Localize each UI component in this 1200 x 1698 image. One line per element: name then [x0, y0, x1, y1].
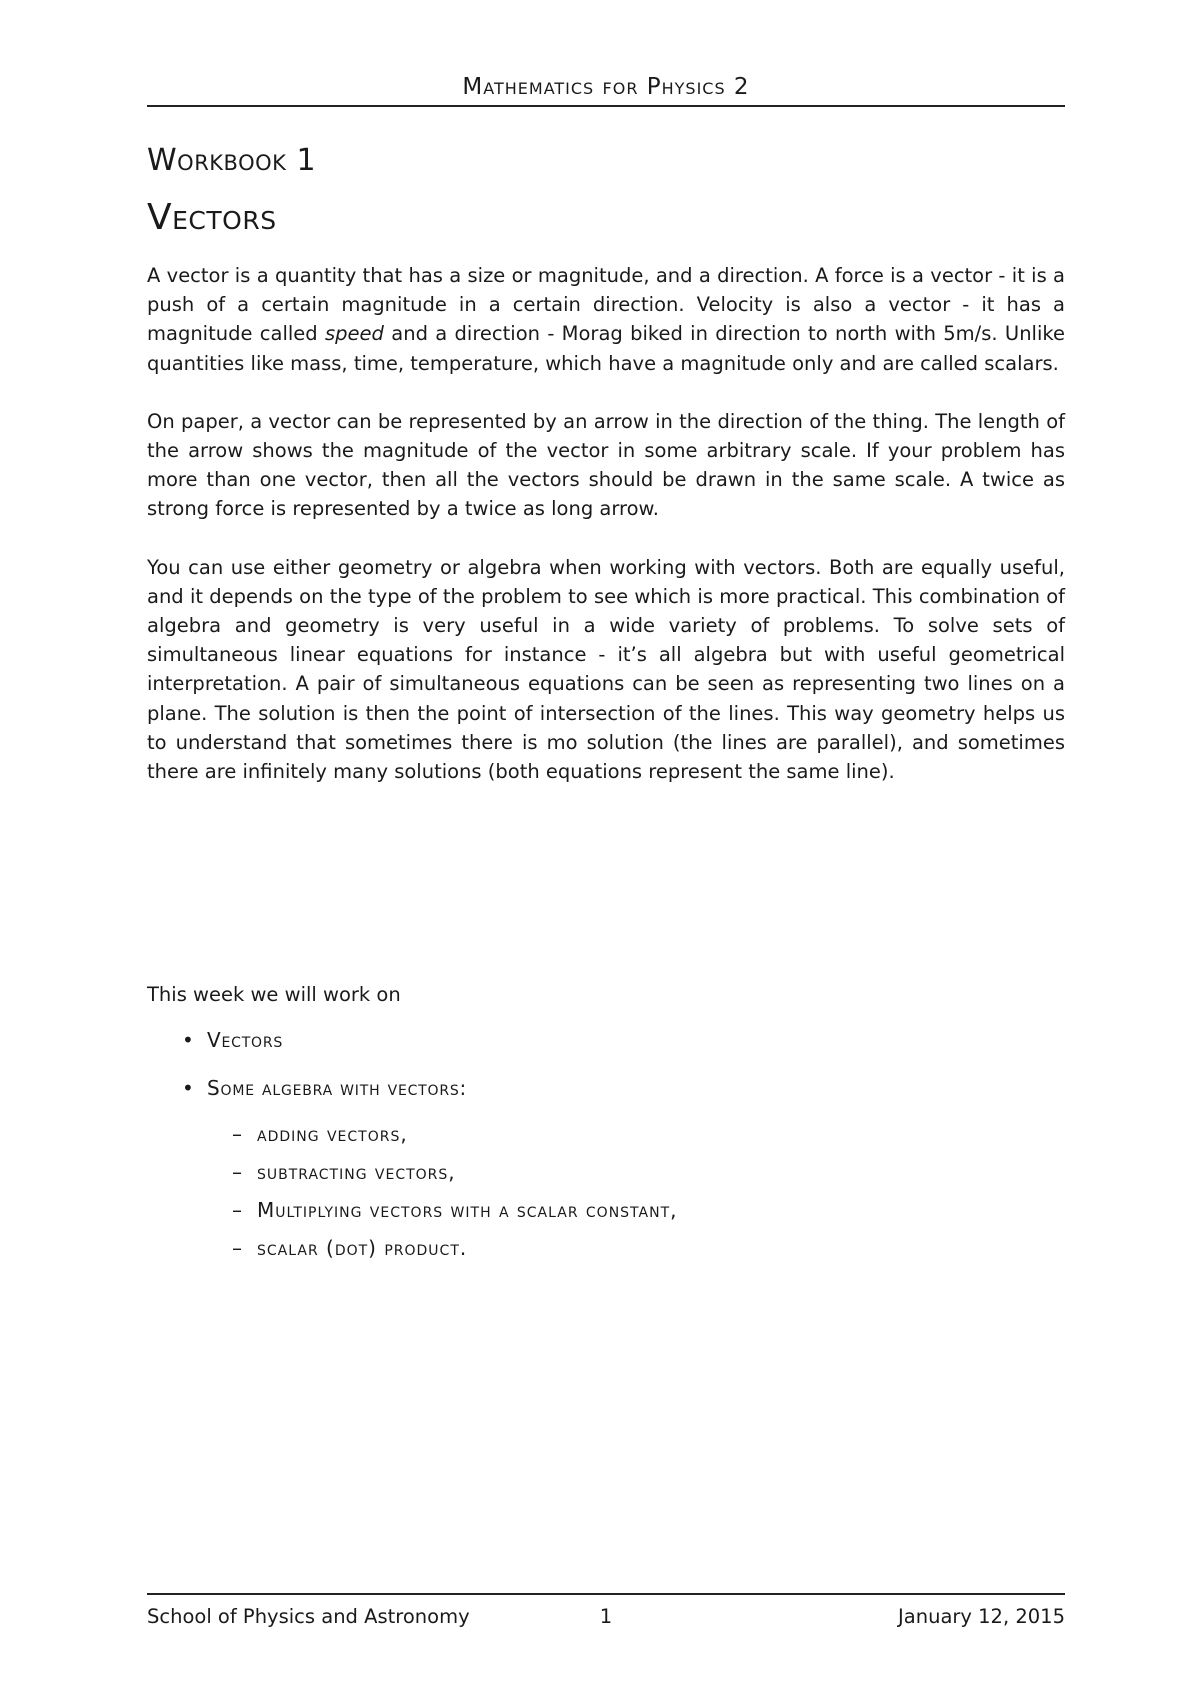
subtopic-item [207, 1160, 1065, 1184]
topic-label: Vectors [207, 1028, 284, 1052]
paragraph-vector-representation: On paper, a vector can be represented by an arrow in the direction of the thing. The length of the arrow shows the magnitude of the vector in some arbitrary scale. If your problem has more than one vector, then all the vectors should be drawn in the same scale. A twice as strong force is represented by a twice as long arrow. [147, 409, 1065, 521]
header-rule [147, 105, 1065, 107]
subtopic-item [207, 1122, 1065, 1146]
dash-icon: – [232, 1160, 243, 1184]
footer-rule [147, 1593, 1065, 1595]
section-title: Vectors [147, 197, 277, 238]
topic-item [147, 1076, 1065, 1260]
dash-icon: – [232, 1122, 243, 1146]
subtopic-list [207, 1122, 1065, 1260]
footer-date: January 12, 2015 [898, 1605, 1065, 1628]
subtopic-item [207, 1236, 1065, 1260]
subtopic-label: subtracting vectors, [257, 1160, 456, 1184]
paragraph-vector-definition [147, 261, 1065, 378]
paragraph-1-text-b: and a direction - Morag biked in direction to north with 5m/s. Unlike quantities like mass, time, temperature, which have a magnitude only and are called scalars. [147, 322, 1065, 375]
week-intro: This week we will work on [147, 983, 401, 1006]
footer-page-number: 1 [599, 1605, 613, 1628]
footer-school: School of Physics and Astronomy [147, 1605, 470, 1628]
dash-icon: – [232, 1198, 243, 1222]
bullet-icon: • [182, 1028, 195, 1052]
topic-list [147, 1028, 1065, 1284]
body-text [147, 261, 1065, 815]
paragraph-1-text-a: A vector is a quantity that has a size or magnitude, and a direction. A force is a vector - it is a push of a certain magnitude in a certain direction. Velocity is also a vector - it has a magnitude called [147, 264, 1065, 346]
dash-icon: – [232, 1236, 243, 1260]
subtopic-label: scalar (dot) product. [257, 1236, 468, 1260]
bullet-icon: • [182, 1076, 195, 1100]
subtopic-label: Multiplying vectors with a scalar constant, [257, 1198, 678, 1222]
workbook-title: Workbook 1 [147, 143, 317, 178]
subtopic-item [207, 1198, 1065, 1222]
topic-label: Some algebra with vectors: [207, 1076, 468, 1100]
emphasis-speed: speed [325, 322, 384, 346]
running-header: Mathematics for Physics 2 [462, 74, 750, 100]
subtopic-label: adding vectors, [257, 1122, 408, 1146]
topic-item [147, 1028, 1065, 1052]
paragraph-geometry-algebra: You can use either geometry or algebra when working with vectors. Both are equally useful, and it depends on the type of the problem to see which is more practical. This combination of algebra and geometry is very useful in a wide variety of problems. To solve sets of simultaneous linear equations for instance - it’s all algebra but with useful geometrical interpretation. A pair of simultaneous equations can be seen as representing two lines on a plane. The solution is then the point of intersection of the lines. This way geometry helps us to understand that sometimes there is mo solution (the lines are parallel), and sometimes there are infinitely many solutions (both equations represent the same line). [147, 555, 1065, 784]
